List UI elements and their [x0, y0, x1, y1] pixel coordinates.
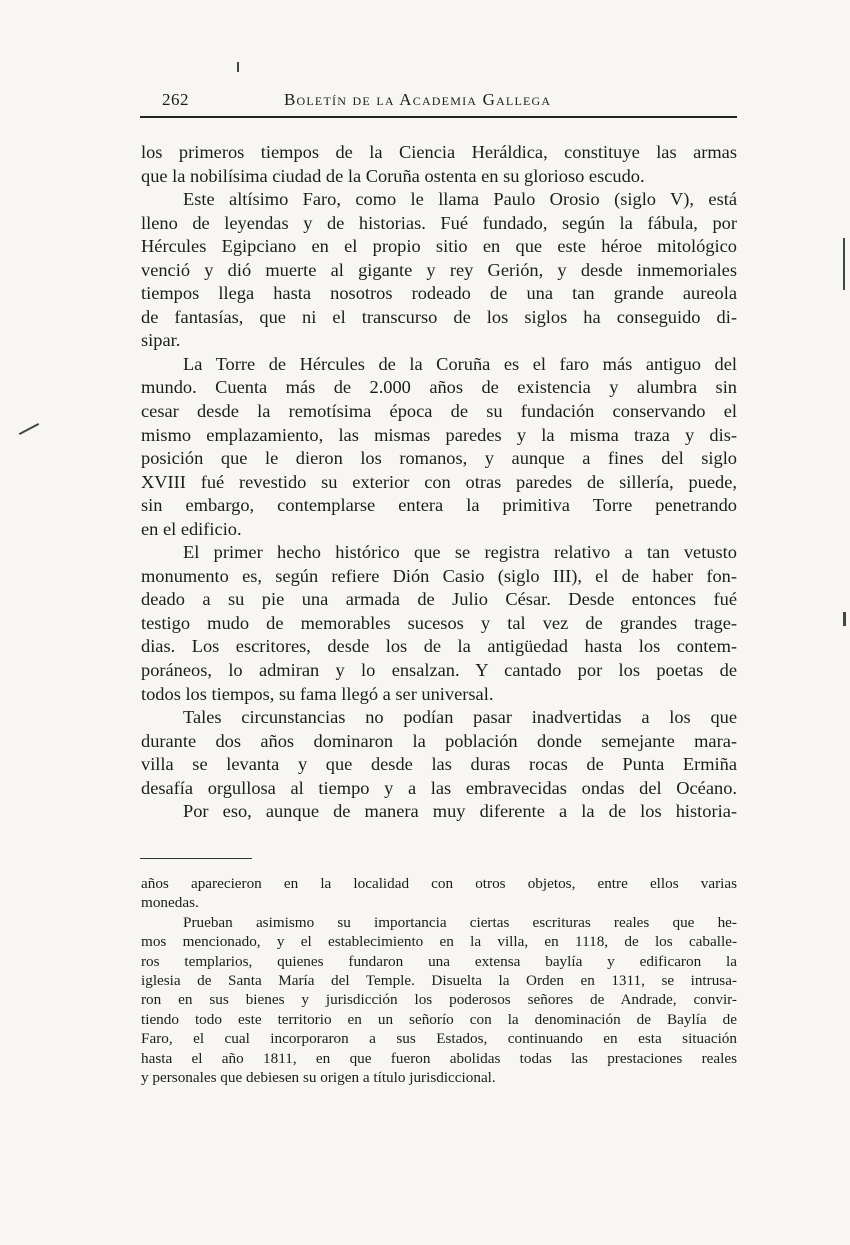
body-line: lleno de leyendas y de historias. Fué fundado, según la fábula, por: [141, 212, 737, 233]
body-line: La Torre de Hércules de la Coruña es el faro más antiguo del: [183, 353, 737, 374]
body-line: sipar.: [141, 330, 181, 351]
body-line: desafía orgullosa al tiempo y a las embravecidas ondas del Océano.: [141, 777, 737, 798]
footnote-line: hasta el año 1811, en que fueron abolidas todas las prestaciones reales: [141, 1049, 737, 1067]
body-line: Por eso, aunque de manera muy diferente a la de los historia-: [183, 801, 737, 822]
body-line: villa se levanta y que desde las duras rocas de Punta Ermiña: [141, 754, 737, 775]
body-line: El primer hecho histórico que se registra relativo a tan vetusto: [183, 542, 737, 563]
body-line: durante dos años dominaron la población donde semejante mara-: [141, 730, 737, 751]
body-line: sin embargo, contemplarse entera la primitiva Torre penetrando: [141, 495, 737, 516]
scan-mark: [843, 612, 846, 626]
footnote-line: y personales que debiesen su origen a título jurisdiccional.: [141, 1068, 496, 1086]
footnote-line: iglesia de Santa María del Temple. Disuelta la Orden en 1311, se intrusa-: [141, 971, 737, 989]
footnotes: [141, 874, 737, 1087]
body-line: mismo emplazamiento, las mismas paredes y la misma traza y dis-: [141, 424, 737, 445]
footnote-line: mos mencionado, y el establecimiento en la villa, en 1118, de los caballe-: [141, 933, 737, 951]
body-line: que la nobilísima ciudad de la Coruña ostenta en su glorioso escudo.: [141, 165, 645, 186]
page-number: 262: [162, 90, 189, 109]
scan-mark: [19, 423, 39, 435]
body-line: mundo. Cuenta más de 2.000 años de existencia y alumbra sin: [141, 377, 737, 398]
body-line: de fantasías, que ni el transcurso de los siglos ha conseguido di-: [141, 306, 737, 327]
body-line: los primeros tiempos de la Ciencia Heráldica, constituye las armas: [141, 142, 737, 162]
body-line: Hércules Egipciano en el propio sitio en que este héroe mitológico: [141, 236, 737, 257]
footnote-line: Faro, el cual incorporaron a sus Estados, continuando en esta situación: [141, 1030, 737, 1048]
footnote-line: ros templarios, quienes fundaron una extensa baylía y edificaron la: [141, 952, 737, 970]
body-line: testigo mudo de memorables sucesos y tal vez de grandes trage-: [141, 612, 737, 633]
body-line: en el edificio.: [141, 518, 242, 539]
footnote-line: ron en sus bienes y jurisdicción los poderosos señores de Andrade, convir-: [141, 991, 737, 1009]
body-line: Tales circunstancias no podían pasar inadvertidas a los que: [183, 707, 737, 728]
footnote-line: tiendo todo este territorio en un señorío con la denominación de Baylía de: [141, 1010, 737, 1028]
body-line: dias. Los escritores, desde los de la antigüedad hasta los contem-: [141, 636, 737, 657]
scan-mark: [237, 62, 239, 72]
footnote-rule: [140, 858, 252, 859]
page-header: [0, 86, 850, 116]
body-line: poráneos, lo admiran y lo ensalzan. Y cantado por los poetas de: [141, 660, 737, 681]
body-line: deado a su pie una armada de Julio César. Desde entonces fué: [141, 589, 737, 610]
body-line: monumento es, según refiere Dión Casio (siglo III), el de haber fon-: [141, 565, 737, 586]
body-line: cesar desde la remotísima época de su fundación conservando el: [141, 401, 737, 422]
body-line: venció y dió muerte al gigante y rey Gerión, y desde inmemoriales: [141, 259, 737, 280]
body-line: posición que le dieron los romanos, y aunque a fines del siglo: [141, 448, 737, 469]
body-text: [141, 141, 737, 824]
body-line: XVIII fué revestido su exterior con otras paredes de sillería, puede,: [141, 471, 737, 492]
body-line: todos los tiempos, su fama llegó a ser universal.: [141, 683, 494, 704]
running-head: Boletín de la Academia Gallega: [284, 90, 552, 109]
body-line: tiempos llega hasta nosotros rodeado de una tan grande aureola: [141, 283, 737, 304]
footnote-line: años aparecieron en la localidad con otros objetos, entre ellos varias: [141, 875, 737, 892]
footnote-line: monedas.: [141, 894, 199, 912]
footnote-line: Prueban asimismo su importancia ciertas escrituras reales que he-: [183, 913, 737, 931]
scan-mark: [843, 238, 845, 290]
header-rule: [140, 116, 737, 118]
body-line: Este altísimo Faro, como le llama Paulo Orosio (siglo V), está: [183, 189, 737, 210]
